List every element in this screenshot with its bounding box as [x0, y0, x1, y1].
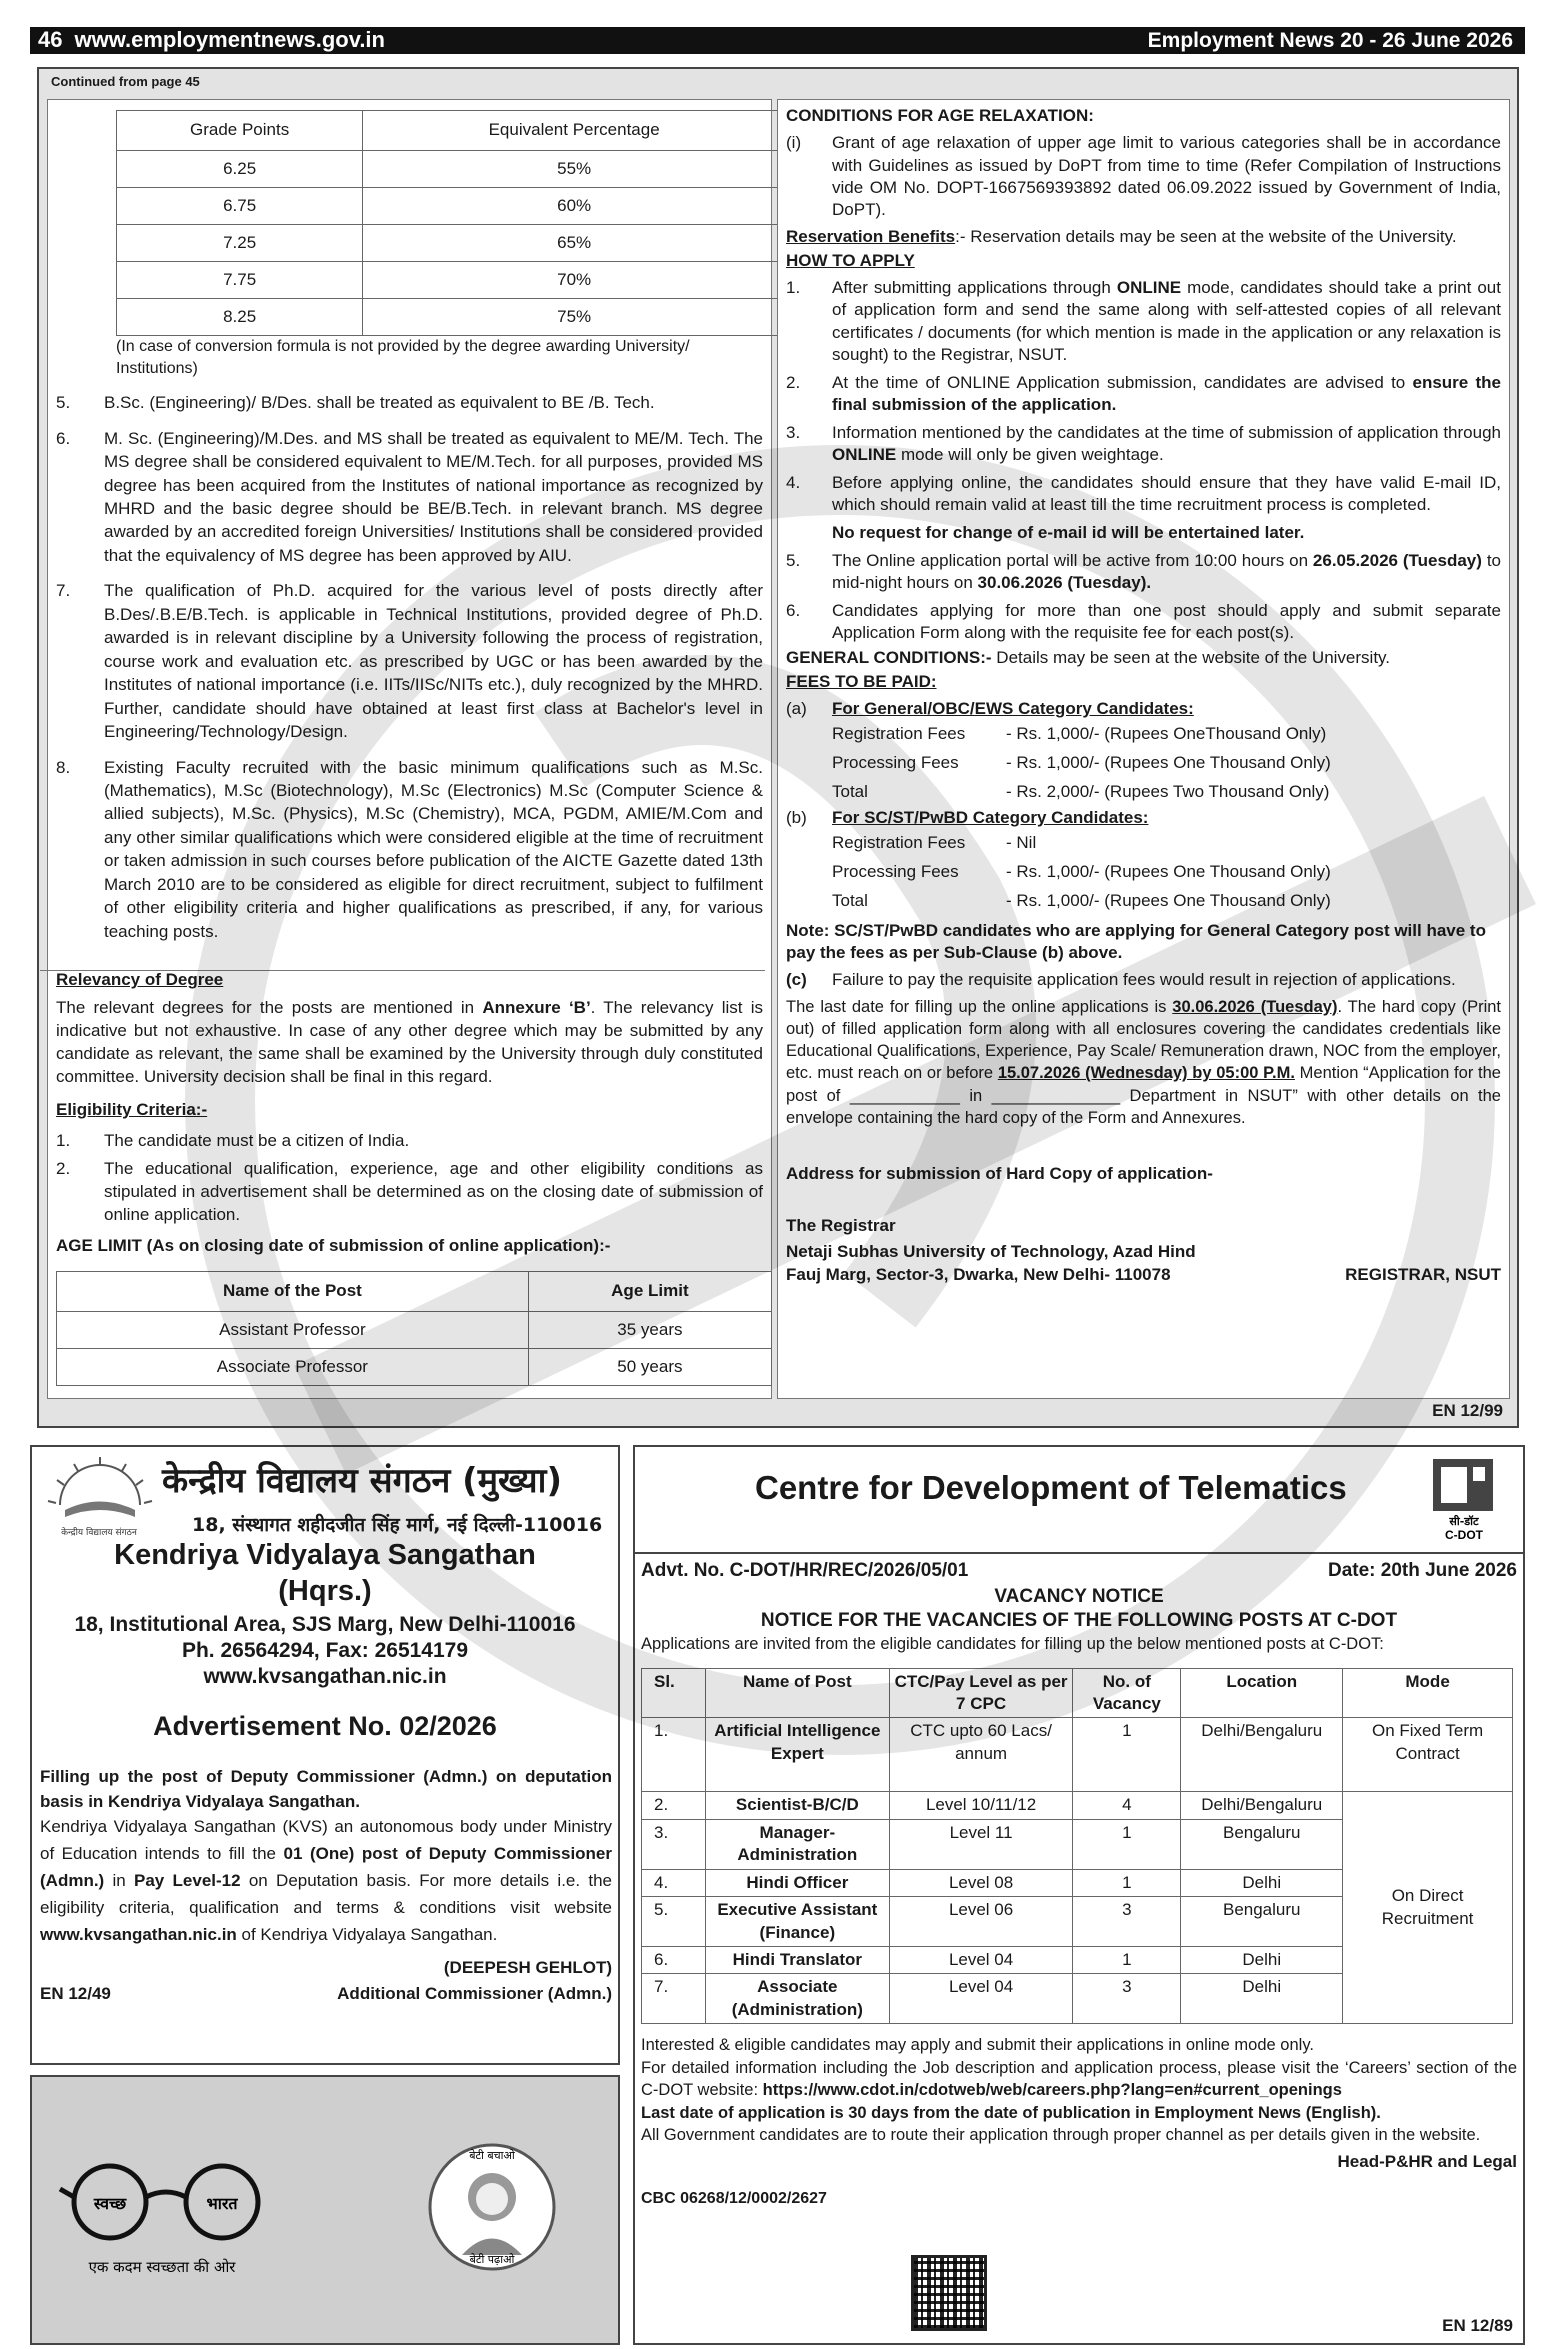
percentage-cell: 65% — [363, 225, 786, 262]
item-text: The qualification of Ph.D. acquired for the various level of posts directly after B.Des/.B.E/B.Tech. is applicable in Technical Institutions, provided degree of Ph.D. awarded is in relevant discipline by a University following the process of registration, course work and evaluation etc. as prescribed by UGC or has been awarded by the Institutes of national importance (i.e. IITs/IISc/NITs etc.), duly recognized by the MHRD. Further, candidate should have obtained at least first class at Bachelor's level in Engineering/Technology/Design. — [104, 581, 763, 742]
vacancy-table: Sl. Name of Post CTC/Pay Level as per 7 CPC No. of Vacancy Location Mode 1. Artificial Intelligence Expert CTC upto 60 Lacs/ annum 1 Delhi/Bengaluru On Fixed Term Contract 2. Scientist-B/C/D Level 10/11/12 4 Delhi/Bengaluru On Direct Recruitment 3. Manager-Administration Level 11 1 Bengaluru 4. Hindi Officer Level 08 1 Delhi 5. Executive Assistant (Finance) Level 06 3 Bengaluru 6. Hindi Translator Level 04 1 Delhi 7. Associate (Administration) Level 04 3 Delhi — [641, 1668, 1513, 2025]
svg-text:सी-डॉट: सी-डॉट — [1449, 1515, 1479, 1528]
fee-row: Processing Fees - Rs. 1,000/- (Rupees One Thousand Only) — [832, 862, 1331, 882]
fee-row: Registration Fees - Nil — [832, 833, 1037, 853]
list-item: (a) For General/OBC/EWS Category Candidates: — [786, 698, 1194, 718]
item-number: 6. — [56, 428, 71, 448]
kvs-advt-number: Advertisement No. 02/2026 — [153, 1711, 497, 1741]
list-item: 2. At the time of ONLINE Application submission, candidates are advised to ensure the final submission of the application. — [786, 372, 1501, 415]
cdot-title: Centre for Development of Telematics — [755, 1469, 1347, 1506]
relevancy-heading: Relevancy of Degree — [56, 970, 224, 990]
cdot-signer: Head-P&HR and Legal — [1337, 2151, 1517, 2171]
item-text: Existing Faculty recruited with the basic minimum qualifications such as M.Sc. (Mathematics), M.Sc (Biotechnology), M.Sc (Electronics) M.Sc (Computer Science & allied subjects), M.Sc. (Physics), M.Sc (Chemistry), MCA, PGDM, AMIE/M.Com and any other similar qualifications which were considered eligible at the time of recruitment or taken admission in such courses before publication of the AICTE Gazette dated 13th March 2010 are to be considered as eligible for direct recruitment, subject to fulfilment of other eligibility criteria and higher qualifications as prescribed, if any, for various teaching posts. — [104, 757, 763, 941]
kvs-website[interactable]: www.kvsangathan.nic.in — [203, 1665, 447, 1688]
table-row: 3. Manager-Administration Level 11 1 Bengaluru — [642, 1819, 1513, 1869]
nsut-advertisement — [37, 67, 1519, 1428]
vacancy-notice-heading: VACANCY NOTICE — [994, 1585, 1164, 1607]
item-number: 5. — [56, 393, 71, 413]
svg-text:स्वच्छ: स्वच्छ — [93, 2194, 127, 2213]
grade-cell: 6.75 — [117, 188, 363, 225]
age-limit-heading: AGE LIMIT (As on closing date of submission of online application):- — [56, 1235, 611, 1255]
svg-text:बेटी बचाओ: बेटी बचाओ — [469, 2149, 515, 2162]
kvs-hqrs: (Hqrs.) — [278, 1575, 372, 1607]
list-item: 2. The educational qualification, experience, age and other eligibility conditions as stipulated in advertisement shall be determined as on the closing date of submission of online application. — [56, 1158, 763, 1225]
page-header — [30, 27, 1525, 54]
list-item: 6. Candidates applying for more than one post should apply and submit separate Application Form along with the requisite fee for each post(s). — [786, 600, 1501, 643]
age-header: Age Limit — [528, 1272, 771, 1312]
list-item: 4. Before applying online, the candidates should ensure that they have valid E-mail ID, which should remain valid at least till the time recruitment process is completed. No request for change of e-mail id will be entertained later. — [786, 472, 1501, 543]
list-item: 5. The Online application portal will be active from 10:00 hours on 26.05.2026 (Tuesday) to mid-night hours on 30.06.2026 (Tuesday). — [786, 550, 1502, 593]
general-conditions: GENERAL CONDITIONS:- Details may be seen at the website of the University. — [786, 647, 1391, 667]
signature-row: Fauj Marg, Sector-3, Dwarka, New Delhi- 110078 REGISTRAR, NSUT — [786, 1264, 1501, 1286]
reservation-text: Reservation Benefits:- Reservation details may be seen at the website of the University. — [786, 226, 1457, 246]
table-row: 4. Hindi Officer Level 08 1 Delhi — [642, 1869, 1513, 1896]
cdot-advt-row: Advt. No. C-DOT/HR/REC/2026/05/01 Date: 20th June 2026 — [641, 1560, 1517, 1581]
item-text: M. Sc. (Engineering)/M.Des. and MS shall be treated as equivalent to ME/M. Tech. The MS degree shall be considered equivalent to ME/M.Tech. for all purposes, provided MS degree has been acquired from the Institutes of national importance as recognized by MHRD and the basic degree should be BE/B.Tech. in relevant branch. MS degree awarded by an accredited foreign Universities/ Institutions shall be considered provided that the equivalency of MS degree has been approved by AIU. — [104, 428, 763, 565]
kvs-address: 18, Institutional Area, SJS Marg, New Delhi-110016 — [74, 1613, 576, 1636]
kvs-signer: (DEEPESH GEHLOT) — [443, 1957, 612, 1977]
percentage-header: Equivalent Percentage — [363, 111, 786, 151]
last-date-text: The last date for filling up the online applications is 30.06.2026 (Tuesday). The hard copy (Print out) of filled application form along with all enclosures covering the candidates credentials like Educational Qualifications, Experience, Pay Scale/ Remuneration drawn, NOC from the employer, etc. must reach on or before 15.07.2026 (Wednesday) by 05:00 P.M. Mention “Application for the post of ____________ in ______________ Department in NSUT” with other details on the envelope containing the hard copy of the Form and Annexures. — [786, 997, 1501, 1127]
eligibility-heading: Eligibility Criteria:- — [56, 1100, 208, 1119]
age-limit-table — [56, 1271, 772, 1386]
table-row — [117, 299, 786, 336]
list-item: (c) Failure to pay the requisite application fees would result in rejection of applications. — [786, 970, 1456, 990]
beti-bachao-logo-icon — [430, 2145, 554, 2269]
table-row — [117, 151, 786, 188]
fee-note: Note: SC/ST/PwBD candidates who are applying for General Category post will have to pay the fees as per Sub-Clause (b) above. — [786, 921, 1486, 963]
cdot-footer-text: Interested & eligible candidates may apply and submit their applications in online mode only. For detailed information including the Job description and application process, please visit the ‘Careers’ section of the C-DOT website: https://www.cdot.in/cdotweb/web/careers.php?lang=en#current_openings Last date of application is 30 days from the date of publication in Employment News (English). All Government candidates are to route their application through proper channel as per details given in the website. — [641, 2036, 1517, 2145]
table-row: 6. Hindi Translator Level 04 1 Delhi — [642, 1947, 1513, 1974]
svg-text:बेटी पढ़ाओ: बेटी पढ़ाओ — [469, 2253, 515, 2266]
svg-text:भारत: भारत — [206, 2194, 238, 2213]
kvs-phone: Ph. 26564294, Fax: 26514179 — [181, 1639, 469, 1662]
cbc-code: CBC 06268/12/0002/2627 — [641, 2189, 827, 2207]
table-row: Associate Professor 50 years — [57, 1349, 772, 1386]
edition-date: Employment News 20 - 26 June 2026 — [1147, 28, 1513, 52]
cdot-advertisement — [633, 1445, 1525, 2345]
percentage-cell: 55% — [363, 151, 786, 188]
grade-points-table — [116, 110, 786, 336]
en-code: EN 12/99 — [1432, 1400, 1503, 1420]
table-row: 2. Scientist-B/C/D Level 10/11/12 4 Delhi/Bengaluru On Direct Recruitment — [642, 1792, 1513, 1819]
kvs-logo-icon — [40, 1455, 158, 1541]
table-row: 1. Artificial Intelligence Expert CTC upto 60 Lacs/ annum 1 Delhi/Bengaluru On Fixed Term Contract — [642, 1718, 1513, 1792]
list-item — [56, 756, 763, 944]
grade-cell: 7.75 — [117, 262, 363, 299]
grade-cell: 6.25 — [117, 151, 363, 188]
list-item: (b) For SC/ST/PwBD Category Candidates: — [786, 807, 1149, 827]
kvs-body: Filling up the post of Deputy Commissioner (Admn.) on deputation basis in Kendriya Vidyalaya Sangathan. Kendriya Vidyalaya Sangathan (KVS) an autonomous body under Ministry of Education intends to fill the 01 (One) post of Deputy Commissioner (Admn.) in Pay Level-12 on Deputation basis. For more details i.e. the eligibility criteria, qualification and terms & conditions visit website www.kvsangathan.nic.in of Kendriya Vidyalaya Sangathan. (DEEPESH GEHLOT) EN 12/49 Additional Commissioner (Admn.) — [40, 1765, 612, 2008]
kvs-hindi-address: 18, संस्थागत शहीदजीत सिंह मार्ग, नई दिल्ली-110016 — [192, 1514, 603, 1536]
grade-cell: 8.25 — [117, 299, 363, 336]
kvs-hindi-name: केन्द्रीय विद्यालय संगठन (मुख्या) — [162, 1461, 562, 1501]
list-item — [56, 391, 763, 414]
list-item: 1. After submitting applications through ONLINE mode, candidates should take a print out of application form and send the same along with self-attested copies of all relevant certificates / documents (for which mention is made in the application or any relaxation is sought) to the Registrar, NSUT. — [786, 278, 1501, 365]
item-text: B.Sc. (Engineering)/ B/Des. shall be treated as equivalent to BE /B. Tech. — [104, 393, 655, 413]
mode-direct: On Direct Recruitment — [1343, 1792, 1513, 2024]
table-row — [117, 262, 786, 299]
continued-note: Continued from page 45 — [51, 74, 200, 89]
svg-text:केन्द्रीय विद्यालय संगठन: केन्द्रीय विद्यालय संगठन — [61, 1528, 137, 1538]
fee-row: Processing Fees - Rs. 1,000/- (Rupees One Thousand Only) — [832, 753, 1331, 773]
list-item: 3. Information mentioned by the candidates at the time of submission of application through ONLINE mode will only be given weightage. — [786, 422, 1501, 465]
item-number: 8. — [56, 757, 71, 777]
table-row — [117, 225, 786, 262]
careers-link[interactable]: https://www.cdot.in/cdotweb/web/careers.php?lang=en#current_openings — [762, 2081, 1342, 2100]
en-code: EN 12/89 — [1442, 2315, 1513, 2335]
percentage-cell: 75% — [363, 299, 786, 336]
grade-header: Grade Points — [117, 111, 363, 151]
table-row — [117, 188, 786, 225]
relevancy-text: The relevant degrees for the posts are mentioned in Annexure ‘B’. The relevancy list is indicative but not exhaustive. In case of any other degree which may be submitted by any candidate as relevant, the same shall be examined by the University through duly constituted committee. University decision shall be final in this regard. — [56, 998, 763, 1087]
website-link[interactable]: www.employmentnews.gov.in — [74, 27, 385, 53]
mode-contract: On Fixed Term Contract — [1343, 1718, 1513, 1792]
list-item: (i) Grant of age relaxation of upper age limit to various categories shall be in accordance with Guidelines as issued by DoPT from time to time (Refer Compilation of Instructions vide OM No. DOPT-1667569393892 dated 06.09.2022 issued by Government of India, DoPT). — [786, 133, 1501, 220]
signature: REGISTRAR, NSUT — [1345, 1264, 1501, 1284]
fee-row: Total - Rs. 1,000/- (Rupees One Thousand Only) — [832, 891, 1331, 911]
page-number: 46 — [38, 27, 63, 53]
age-relaxation-heading: CONDITIONS FOR AGE RELAXATION: — [786, 106, 1094, 125]
grade-cell: 7.25 — [117, 225, 363, 262]
table-row: Assistant Professor 35 years — [57, 1312, 772, 1349]
list-item — [56, 427, 763, 568]
grade-note: (In case of conversion formula is not provided by the degree awarding University/ Institutions) — [116, 338, 690, 377]
cdot-intro: Applications are invited from the eligible candidates for filling up the below mentioned posts at C-DOT: — [641, 1635, 1384, 1654]
address-line: Netaji Subhas University of Technology, Azad Hind — [786, 1242, 1196, 1262]
kvs-name: Kendriya Vidyalaya Sangathan — [114, 1539, 536, 1571]
item-number: 7. — [56, 581, 71, 601]
kvs-advertisement — [30, 1445, 620, 2065]
qr-code-icon[interactable] — [911, 2255, 987, 2331]
left-column — [47, 99, 772, 1399]
svg-text:C-DOT: C-DOT — [1445, 1528, 1483, 1542]
swachh-bharat-banner — [30, 2075, 620, 2345]
fee-row: Total - Rs. 2,000/- (Rupees Two Thousand Only) — [832, 782, 1330, 801]
list-item — [56, 579, 763, 743]
fee-row: Registration Fees - Rs. 1,000/- (Rupees OneThousand Only) — [832, 724, 1327, 744]
notice-heading: NOTICE FOR THE VACANCIES OF THE FOLLOWING POSTS AT C-DOT — [760, 1610, 1398, 1632]
cdot-logo-icon — [1431, 1457, 1501, 1543]
list-item: 1. The candidate must be a citizen of India. — [56, 1131, 410, 1151]
table-row: 7. Associate (Administration) Level 04 3 Delhi — [642, 1974, 1513, 2024]
table-row: 5. Executive Assistant (Finance) Level 06 3 Bengaluru — [642, 1897, 1513, 1947]
addressee: The Registrar — [786, 1216, 896, 1236]
how-to-apply-heading: HOW TO APPLY — [786, 250, 915, 270]
percentage-cell: 60% — [363, 188, 786, 225]
post-header: Name of the Post — [57, 1272, 529, 1312]
address-heading: Address for submission of Hard Copy of application- — [786, 1164, 1213, 1184]
svg-text:एक कदम स्वच्छता की ओर: एक कदम स्वच्छता की ओर — [88, 2258, 236, 2276]
fees-heading: FEES TO BE PAID: — [786, 671, 937, 691]
right-column — [777, 99, 1510, 1399]
kvs-footer: EN 12/49 Additional Commissioner (Admn.) — [40, 1984, 612, 2004]
percentage-cell: 70% — [363, 262, 786, 299]
